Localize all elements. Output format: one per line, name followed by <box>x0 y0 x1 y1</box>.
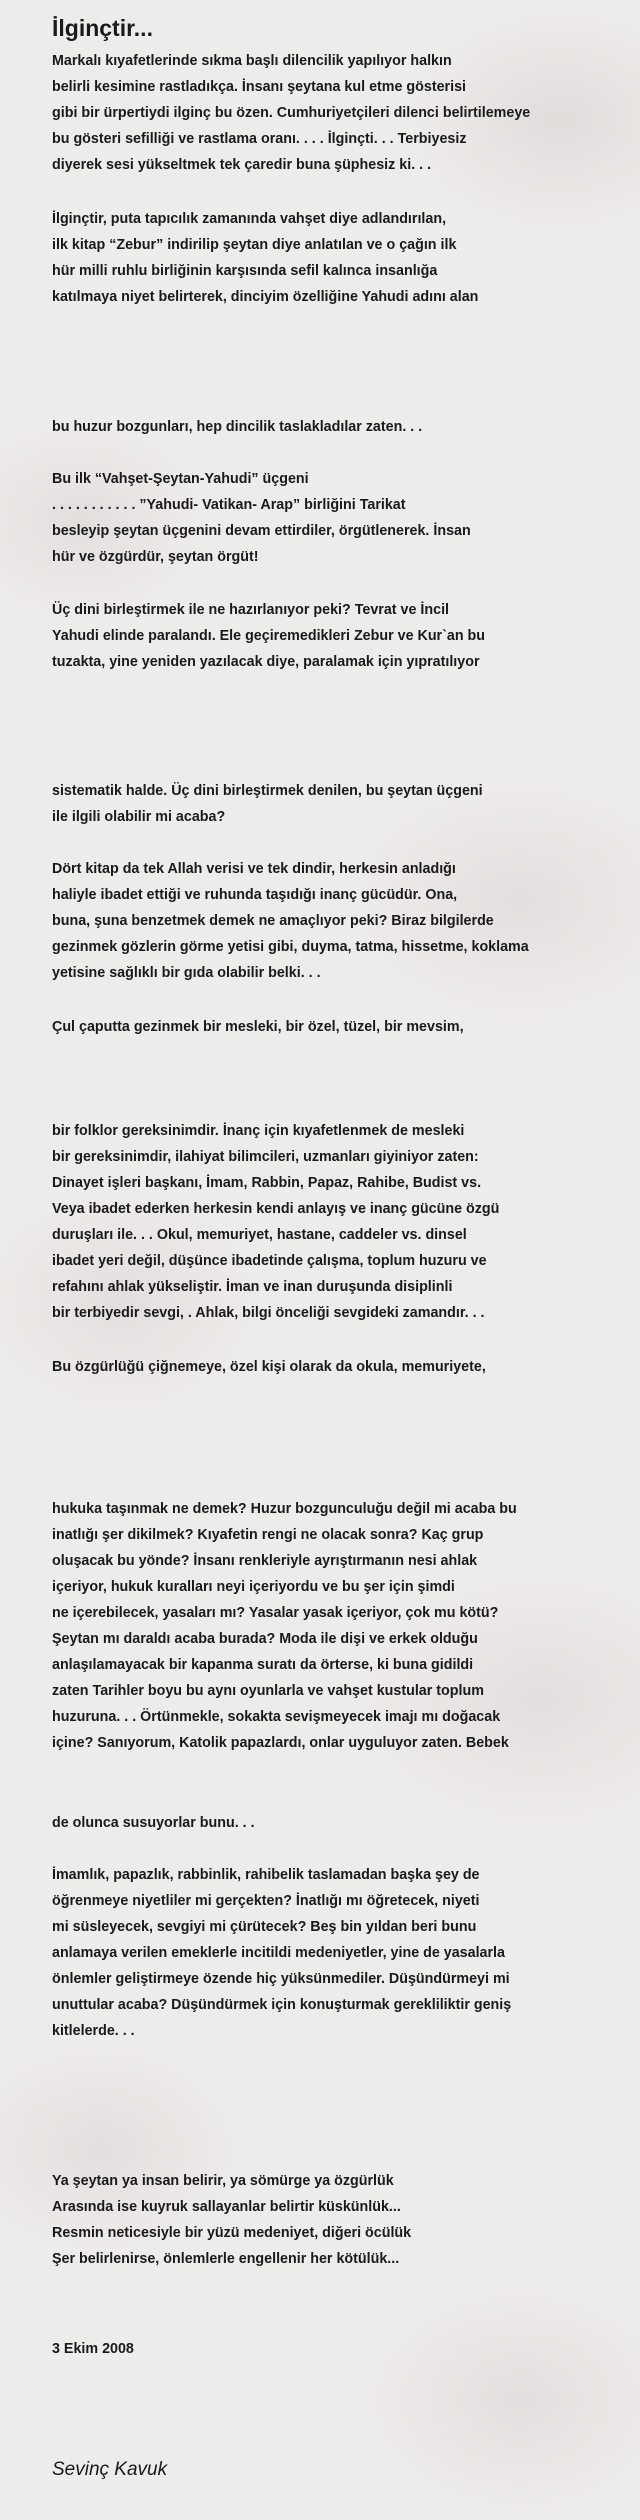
poem-line: refahını ahlak yükseliştir. İman ve inan duruşunda disiplinli <box>52 1279 453 1295</box>
poem-line: Dört kitap da tek Allah verisi ve tek dindir, herkesin anladığı <box>52 861 456 877</box>
poem-line: İlginçtir, puta tapıcılık zamanında vahşet diye adlandırılan, <box>52 211 447 227</box>
poem-line: Şer belirlenirse, önlemlerle engellenir her kötülük... <box>52 2251 400 2267</box>
stanza-10 <box>52 1354 486 1380</box>
stanza-8 <box>52 1014 464 1040</box>
poem-line: bu huzur bozgunları, hep dincilik taslakladılar zaten. . . <box>52 419 423 435</box>
poem-line: tuzakta, yine yeniden yazılacak diye, paralamak için yıpratılıyor <box>52 654 480 670</box>
poem-line: de olunca susuyorlar bunu. . . <box>52 1815 255 1831</box>
poem-line: Üç dini birleştirmek ile ne hazırlanıyor peki? Tevrat ve İncil <box>52 602 450 618</box>
poem-title: İlginçtir... <box>52 15 153 41</box>
poem-line: ne içerebilecek, yasaları mı? Yasalar yasak içeriyor, çok mu kötü? <box>52 1605 499 1621</box>
poem-line: önlemler geliştirmeye özende hiç yüksünmediler. Düşündürmeyi mi <box>52 1971 510 1987</box>
poem-line: anlaşılamayacak bir kapanma suratı da örterse, ki buna gidildi <box>52 1657 474 1673</box>
poem-line: Dinayet işleri başkanı, İmam, Rabbin, Papaz, Rahibe, Budist vs. <box>52 1175 482 1191</box>
stanza-5 <box>52 597 485 675</box>
stanza-12 <box>52 1810 255 1836</box>
poem-line: huzuruna. . . Örtünmekle, sokakta sevişmeyecek imajı mı doğacak <box>52 1709 501 1725</box>
poem-line: Çul çaputta gezinmek bir mesleki, bir özel, tüzel, bir mevsim, <box>52 1019 464 1035</box>
stanza-11 <box>52 1496 517 1756</box>
poem-line: buna, şuna benzetmek demek ne amaçlıyor peki? Biraz bilgilerde <box>52 913 494 929</box>
poem-line: gibi bir ürpertiydi ilginç bu özen. Cumhuriyetçileri dilenci belirtilemeye <box>52 105 531 121</box>
poem-author: Sevinç Kavuk <box>52 2459 168 2480</box>
poem-line: ibadet yeri değil, düşünce ibadetinde çalışma, toplum huzuru ve <box>52 1253 487 1269</box>
poem-line: oluşacak bu yönde? İnsanı renkleriyle ayrıştırmanın nesi ahlak <box>52 1553 478 1569</box>
poem-line: bir gereksinimdir, ilahiyat bilimcileri, uzmanları giyiniyor zaten: <box>52 1149 479 1165</box>
stanza-2 <box>52 206 478 310</box>
stanza-14 <box>52 2168 411 2272</box>
stanza-6 <box>52 778 483 830</box>
poem-line: ilk kitap “Zebur” indirilip şeytan diye anlatılan ve o çağın ilk <box>52 237 457 253</box>
stanza-7 <box>52 856 529 986</box>
poem-line: İmamlık, papazlık, rabbinlik, rahibelik taslamadan başka şey de <box>52 1867 480 1883</box>
poem-line: Yahudi elinde paralandı. Ele geçiremedikleri Zebur ve Kur`an bu <box>52 628 486 644</box>
poem-date <box>52 2336 134 2362</box>
poem-line: Bu özgürlüğü çiğnemeye, özel kişi olarak da okula, memuriyete, <box>52 1359 486 1375</box>
stanza-13 <box>52 1862 511 2044</box>
poem-line: bir folklor gereksinimdir. İnanç için kıyafetlenmek de mesleki <box>52 1123 465 1139</box>
poem-line: Ya şeytan ya insan belirir, ya sömürge ya özgürlük <box>52 2173 394 2189</box>
stanza-3 <box>52 414 422 440</box>
poem-line: Resmin neticesiyle bir yüzü medeniyet, diğeri öcülük <box>52 2225 412 2241</box>
poem-line: 3 Ekim 2008 <box>52 2341 134 2357</box>
poem-line: bir terbiyedir sevgi, . Ahlak, bilgi önceliği sevgideki zamandır. . . <box>52 1305 485 1321</box>
poem-line: Markalı kıyafetlerinde sıkma başlı dilencilik yapılıyor halkın <box>52 53 452 69</box>
poem-line: gezinmek gözlerin görme yetisi gibi, duyma, tatma, hissetme, koklama <box>52 939 529 955</box>
poem-line: unuttular acaba? Düşündürmek için konuşturmak gerekliliktir geniş <box>52 1997 512 2013</box>
poem-line: içeriyor, hukuk kuralları neyi içeriyordu ve bu şer için şimdi <box>52 1579 455 1595</box>
poem-line: belirli kesimine rastladıkça. İnsanı şeytana kul etme gösterisi <box>52 79 467 95</box>
poem-line: zaten Tarihler boyu bu aynı oyunlarla ve vahşet kustular toplum <box>52 1683 484 1699</box>
poem-line: . . . . . . . . . . . ”Yahudi- Vatikan- Arap” birliğini Tarikat <box>52 497 406 513</box>
poem-line: duruşları ile. . . Okul, memuriyet, hastane, caddeler vs. dinsel <box>52 1227 467 1243</box>
poem-line: hukuka taşınmak ne demek? Huzur bozgunculuğu değil mi acaba bu <box>52 1501 517 1517</box>
stanza-1 <box>52 48 530 178</box>
poem-line: hür milli ruhlu birliğinin karşısında sefil kalınca insanlığa <box>52 263 438 279</box>
poem-line: mi süsleyecek, sevgiyi mi çürütecek? Beş bin yıldan beri bunu <box>52 1919 477 1935</box>
poem-line: Bu ilk “Vahşet-Şeytan-Yahudi” üçgeni <box>52 471 309 487</box>
poem-line: inatlığı şer dikilmek? Kıyafetin rengi ne olacak sonra? Kaç grup <box>52 1527 484 1543</box>
stanza-4 <box>52 466 471 570</box>
poem-line: katılmaya niyet belirterek, dinciyim özelliğine Yahudi adını alan <box>52 289 479 305</box>
poem-line: Şeytan mı daraldı acaba burada? Moda ile dişi ve erkek olduğu <box>52 1631 478 1647</box>
stanza-9 <box>52 1118 499 1326</box>
poem-line: bu gösteri sefilliği ve rastlama oranı. . . . İlginçti. . . Terbiyesiz <box>52 131 467 147</box>
poem-line: ile ilgili olabilir mi acaba? <box>52 809 226 825</box>
poem-line: hür ve özgürdür, şeytan örgüt! <box>52 549 259 565</box>
poem-line: Arasında ise kuyruk sallayanlar belirtir küskünlük... <box>52 2199 401 2215</box>
poem-line: besleyip şeytan üçgenini devam ettirdiler, örgütlenerek. İnsan <box>52 523 471 539</box>
poem-line: diyerek sesi yükseltmek tek çaredir buna şüphesiz ki. . . <box>52 157 432 173</box>
poem-line: haliyle ibadet ettiği ve ruhunda taşıdığı inanç gücüdür. Ona, <box>52 887 458 903</box>
poem-line: içine? Sanıyorum, Katolik papazlardı, onlar uyguluyor zaten. Bebek <box>52 1735 509 1751</box>
poem-line: anlamaya verilen emeklerle incitildi medeniyetler, yine de yasalarla <box>52 1945 505 1961</box>
poem-line: yetisine sağlıklı bir gıda olabilir belki. . . <box>52 965 321 981</box>
poem-line: kitlelerde. . . <box>52 2023 135 2039</box>
poem-line: Veya ibadet ederken herkesin kendi anlayış ve inanç gücüne özgü <box>52 1201 500 1217</box>
poem-line: sistematik halde. Üç dini birleştirmek denilen, bu şeytan üçgeni <box>52 783 483 799</box>
poem-line: öğrenmeye niyetliler mi gerçekten? İnatlığı mı öğretecek, niyeti <box>52 1893 480 1909</box>
